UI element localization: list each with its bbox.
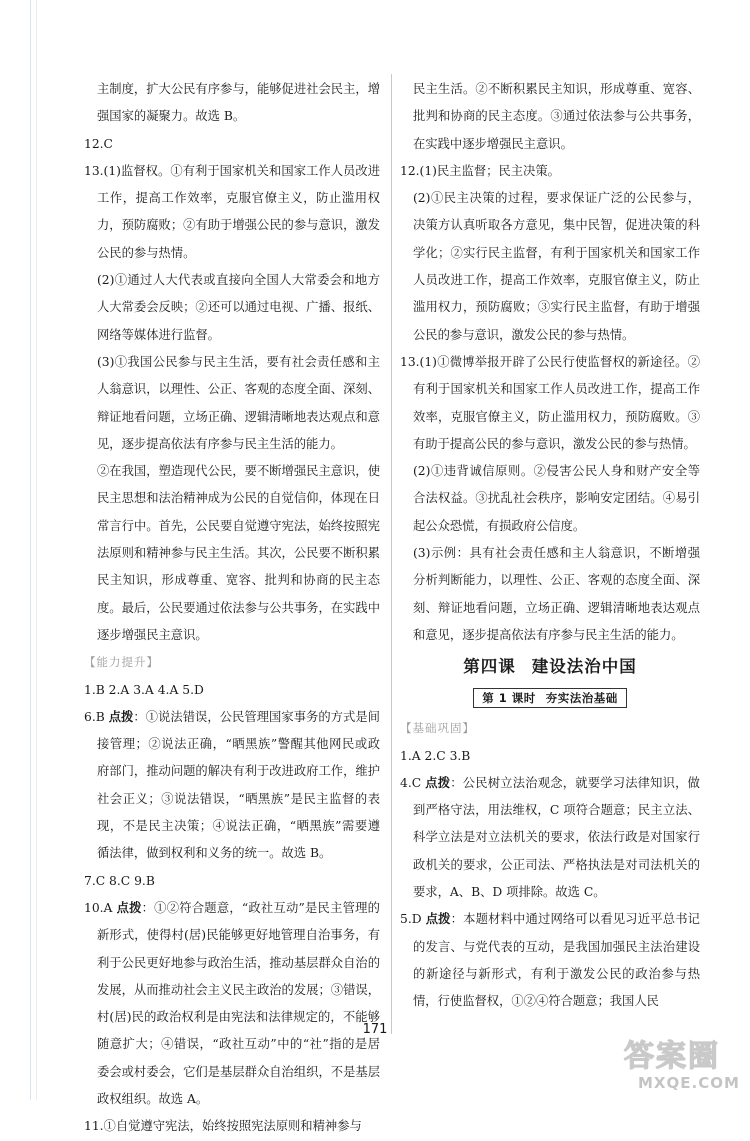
answer-paragraph: ②在我国，塑造现代公民，要不断增强民主意识，使民主思想和法治精神成为公民的自觉信仰，体现在日常言行中。首先，公民要自觉遵守宪法，始终按照宪法原则和精神参与民主生活。其次，公民要不断积累民主知识，形成尊重、宽容、批判和协商的民主态度。最后，公民要通过依法参与公共事务，在实践中逐步增强民主意识。: [97, 464, 380, 642]
hint-text: ：①说法错误，公民管理国家事务的方式是间接管理；②说法正确，“晒黑族”警醒其他网民或政府部门，推动问题的解决有利于改进政府工作，维护社会正义；③说法错误，“晒黑族”是民主监督的表现，不是民主决策；④说法正确，“晒黑族”需要遵循法律，做到权利和义务的统一。故选 B。: [97, 709, 380, 861]
answer-paragraph: (2)①违背诚信原则。②侵害公民人身和财产安全等合法权益。③扰乱社会秩序，影响安定团结。④易引起公众恐慌，有损政府公信度。: [413, 464, 700, 533]
hint-keyword: 点拨: [116, 900, 142, 915]
answer-number: 6.B: [84, 709, 109, 724]
binding-margin-line: [30, 0, 31, 1100]
answer-paragraph: (3)示例：具有社会责任感和主人翁意识，不断增强分析判断能力，以理性、公正、客观的态度全面、深刻、辩证地看问题，立场正确、逻辑清晰地表达观点和意见，逐步提高依法有序参与民主生活的能力。: [413, 546, 700, 642]
answer-item: 12.(1)民主监督；民主决策。: [400, 163, 560, 178]
answer-paragraph: (2)①通过人大代表或直接向全国人大常委会和地方人大常委会反映；②还可以通过电视、广播、报纸、网络等媒体进行监督。: [97, 273, 380, 342]
answer-number: 4.C: [400, 775, 426, 790]
binding-margin-line-inner: [36, 0, 37, 1100]
hint-keyword: 点拨: [425, 912, 451, 927]
answer-item: [400, 770, 700, 906]
hint-text: ：①②符合题意，“政社互动”是民主管理的新形式，使得村(居)民能够更好地管理自治事务，有利于公民更好地参与政治生活，推动基层群众自治的发展，从而推动社会主义民主政治的发展；③错误，村(居)民的政治权利是由宪法和法律规定的，不能够随意扩大；④错误，“政社互动”中的“社”指的是居委会或村委会，它们是基层群众自治组织，不是基层政权组织。故选 A。: [97, 900, 380, 1106]
hint-text: ：本题材料中通过网络可以看见习近平总书记的发言、与党代表的互动，是我国加强民主法治建设的新途径与新形式，有利于激发公民的政治参与热情，行使监督权，①②④符合题意；我国人民: [413, 912, 700, 1009]
answer-item: 1.B 2.A 3.A 4.A 5.D: [84, 682, 204, 697]
watermark-url: MXQE.COM: [638, 1074, 740, 1092]
hint-text: ：公民树立法治观念，就要学习法律知识，做到严格守法，用法维权，C 项符合题意；民主立法、科学立法是对立法机关的要求，依法行政是对国家行政机关的要求，公正司法、严格执法是对司法机关的要求，A、B、D 项排除。故选 C。: [413, 775, 700, 900]
period-heading-wrap: [400, 685, 700, 715]
answer-item: [400, 906, 700, 1015]
answer-number: 5.D: [400, 912, 426, 927]
answer-item: 11.①自觉遵守宪法，始终按照宪法原则和精神参与: [84, 1119, 362, 1134]
section-title: 【能力提升】: [84, 655, 159, 670]
lesson-heading: [400, 649, 700, 685]
lesson-title: 建设法治中国: [531, 657, 637, 677]
answer-item: 13.(1)监督权。①有利于国家机关和国家工作人员改进工作，提高工作效率，克服官僚主义，防止滥用权力，预防腐败；②有助于增强公民的参与意识，激发公民的参与热情。: [84, 163, 380, 260]
section-title: 【基础巩固】: [400, 721, 475, 736]
answer-number: 10.A: [84, 900, 117, 915]
answer-paragraph: 主制度，扩大公民有序参与，能够促进社会民主，增强国家的凝聚力。故选 B。: [97, 82, 380, 124]
answer-paragraph: 民主生活。②不断积累民主知识，形成尊重、宽容、批判和协商的民主态度。③通过依法参与公共事务，在实践中逐步增强民主意识。: [413, 82, 700, 151]
watermark-text: 答案圈: [624, 1039, 720, 1074]
watermark-logo: [620, 1040, 744, 1096]
lesson-number: 第四课: [463, 657, 516, 677]
answer-item: [84, 704, 380, 868]
answer-item: 1.A 2.C 3.B: [400, 748, 471, 763]
right-column: [400, 76, 700, 1016]
answer-paragraph: (3)①我国公民参与民主生活，要有社会责任感和主人翁意识，以理性、公正、客观的态度全面、深刻、辩证地看问题，立场正确、逻辑清晰地表达观点和意见，逐步提高依法有序参与民主生活的能力。: [97, 354, 380, 451]
page-number: 171: [362, 1022, 388, 1037]
hint-keyword: 点拨: [425, 775, 451, 790]
answer-item: 12.C: [84, 136, 113, 151]
answer-item: 7.C 8.C 9.B: [84, 873, 155, 888]
period-heading: [473, 688, 627, 708]
period-number: 第 1 课时: [482, 691, 536, 706]
left-column: [84, 76, 380, 1141]
period-title: 夯实法治基础: [545, 691, 618, 706]
answer-item: [84, 895, 380, 1113]
hint-keyword: 点拨: [108, 709, 134, 724]
answer-item: 13.(1)①微博举报开辟了公民行使监督权的新途径。②有利于国家机关和国家工作人员改进工作，提高工作效率，克服官僚主义，防止滥用权力，预防腐败。③有助于提高公民的参与意识，激发公民的参与热情。: [400, 354, 700, 451]
answer-paragraph: (2)①民主决策的过程，要求保证广泛的公民参与，决策方认真听取各方意见，集中民智，促进决策的科学化；②实行民主监督，有利于国家机关和国家工作人员改进工作，提高工作效率，克服官僚主义，防止滥用权力，预防腐败；③实行民主监督，有助于增强公民的参与意识，激发公民的参与热情。: [413, 191, 700, 342]
